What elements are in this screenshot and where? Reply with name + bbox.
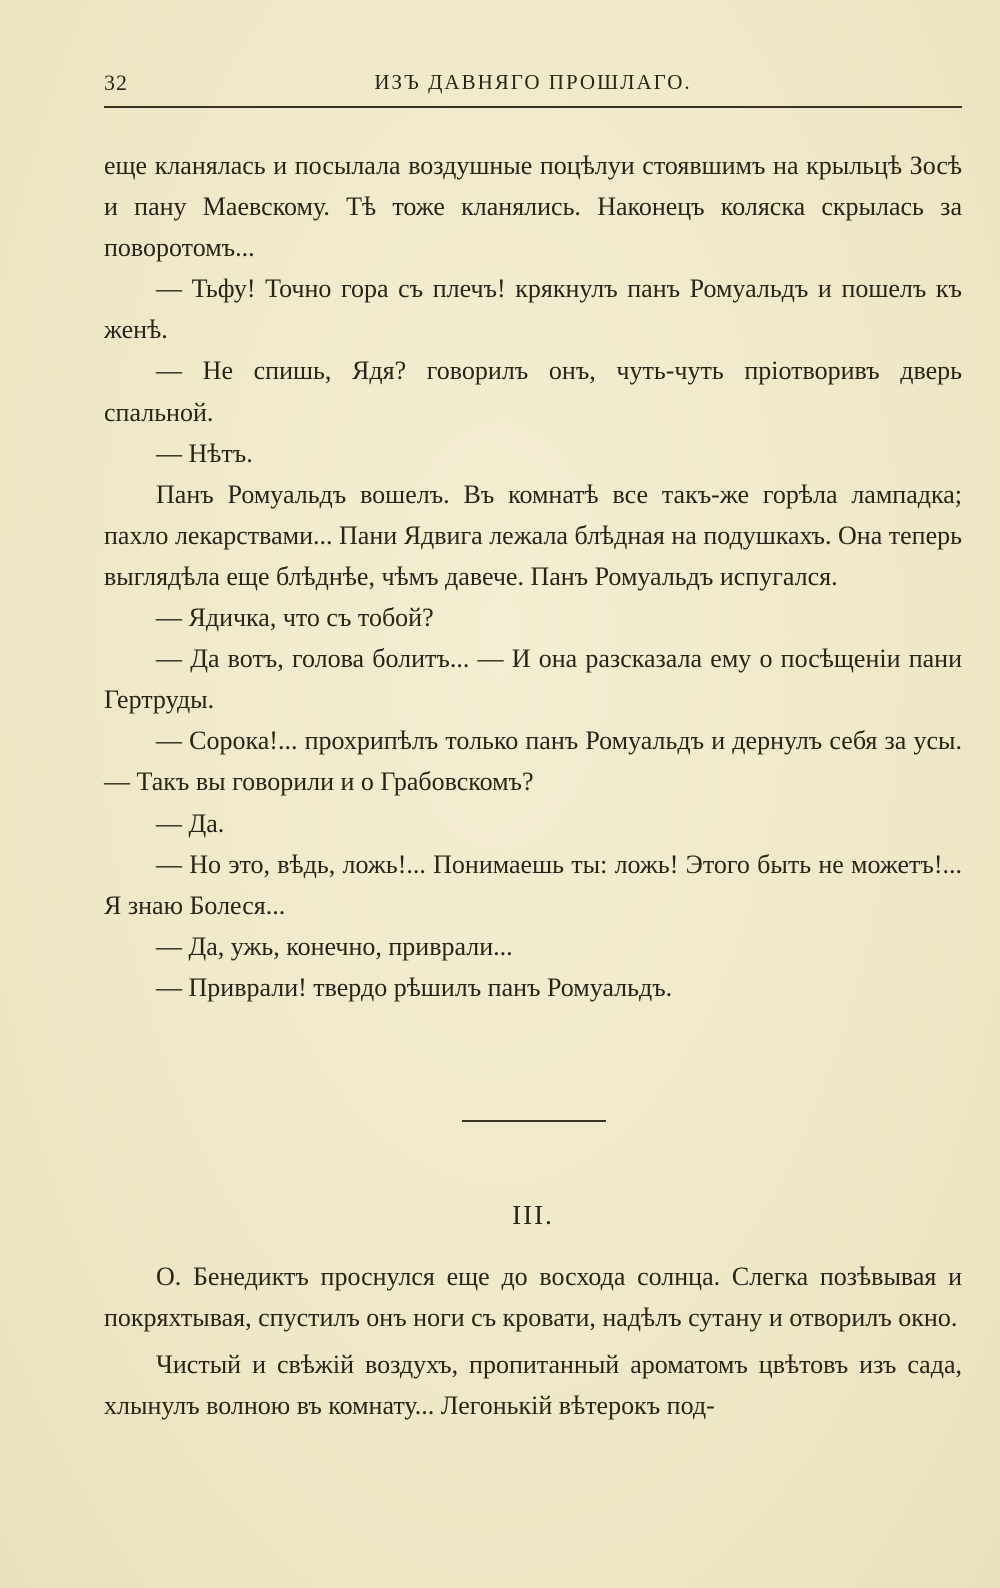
section-body bbox=[104, 1256, 962, 1426]
paragraph: — Но это, вѣдь, ложь!... Понимаешь ты: ложь! Этого быть не можетъ!... Я знаю Болеся... bbox=[104, 849, 962, 920]
paragraph: О. Бенедиктъ проснулся еще до восхода солнца. Слегка позѣвывая и покряхтывая, спустилъ онъ ноги съ кровати, надѣлъ сутану и отворилъ окно. bbox=[104, 1262, 962, 1333]
page-number: 32 bbox=[104, 70, 128, 95]
header-rule bbox=[104, 106, 962, 108]
paragraph: — Не спишь, Ядя? говорилъ онъ, чуть-чуть пріотворивъ дверь спальной. bbox=[104, 356, 962, 427]
section-divider bbox=[462, 1120, 606, 1122]
paragraph: — Да, ужь, конечно, приврали... bbox=[156, 931, 513, 961]
running-title: ИЗЪ ДАВНЯГО ПРОШЛАГО. bbox=[374, 70, 692, 94]
paragraph: еще кланялась и посылала воздушные поцѣлуи стоявшимъ на крыльцѣ Зосѣ и пану Маевскому. Тѣ тоже кланялись. Наконецъ коляска скрылась за поворотомъ... bbox=[104, 151, 962, 263]
paragraph: — Да вотъ, голова болитъ... — И она разсказала ему о посѣщеніи пани Гертруды. bbox=[104, 644, 962, 715]
section-heading: III. bbox=[512, 1200, 554, 1230]
paragraph: Панъ Ромуальдъ вошелъ. Въ комнатѣ все такъ-же горѣла лампадка; пахло лекарствами... Пани Ядвига лежала блѣдная на подушкахъ. Она теперь выглядѣла еще блѣднѣе, чѣмъ давече. Панъ Ромуальдъ испугался. bbox=[104, 479, 962, 591]
page-header bbox=[104, 70, 962, 104]
paragraph: — Тьфу! Точно гора съ плечъ! крякнулъ панъ Ромуальдъ и пошелъ къ женѣ. bbox=[104, 274, 962, 345]
paragraph: Чистый и свѣжій воздухъ, пропитанный ароматомъ цвѣтовъ изъ сада, хлынулъ волною въ комнату... Легонькій вѣтерокъ под- bbox=[104, 1350, 962, 1421]
paragraph: — Ядичка, что съ тобой? bbox=[156, 603, 434, 633]
paragraph: — Да. bbox=[156, 808, 225, 838]
paragraph: — Нѣтъ. bbox=[156, 438, 253, 468]
chapter-body bbox=[104, 145, 962, 1008]
paragraph: — Приврали! твердо рѣшилъ панъ Ромуальдъ. bbox=[156, 972, 673, 1002]
paragraph: — Сорока!... прохрипѣлъ только панъ Ромуальдъ и дернулъ себя за усы. — Такъ вы говорили и о Грабовскомъ? bbox=[104, 726, 962, 797]
